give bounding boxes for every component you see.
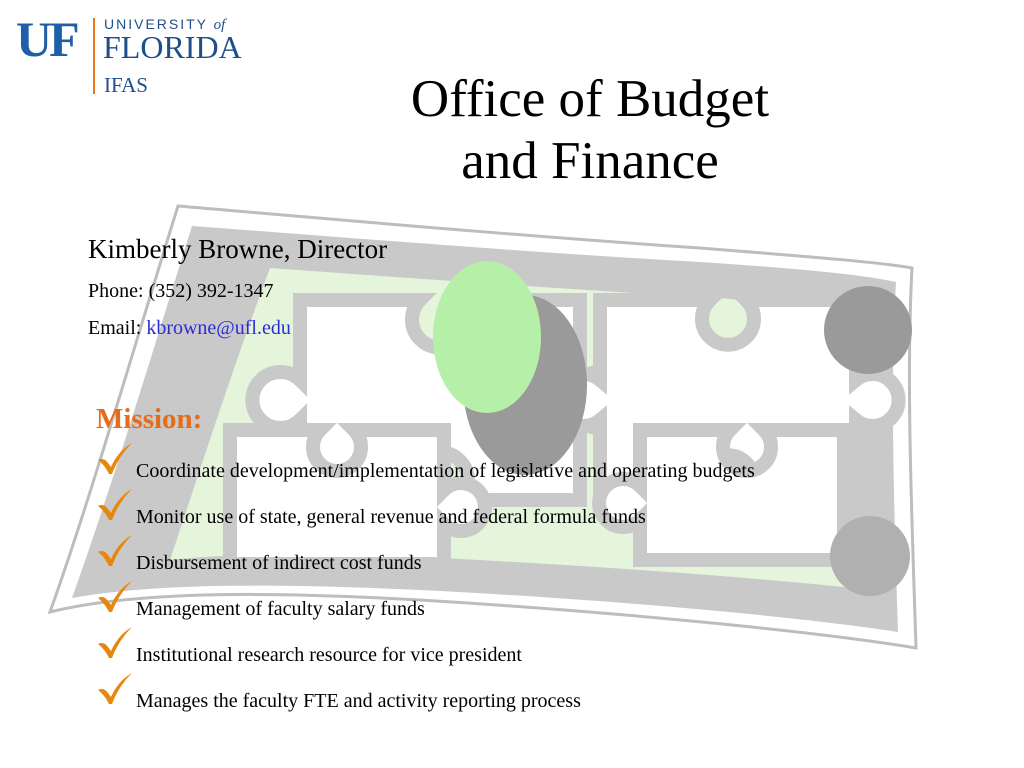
- bill-oval-green: [433, 261, 541, 413]
- uf-ifas-logo: [14, 11, 264, 98]
- bill-corner-circle-tr: [824, 286, 912, 374]
- phone-line: [88, 278, 274, 304]
- mission-item-text: Disbursement of indirect cost funds: [136, 552, 422, 574]
- checkmark-icon: [96, 442, 134, 476]
- checkmark-icon: [96, 580, 134, 614]
- phone-number: (352) 392-1347: [148, 280, 274, 302]
- logo-divider: [93, 18, 95, 94]
- checkmark-icon: [96, 626, 134, 660]
- mission-item: [96, 494, 996, 540]
- mission-item: [96, 540, 996, 586]
- logo-ifas-text: IFAS: [104, 73, 148, 97]
- mission-item: [96, 678, 996, 724]
- page-title: [310, 68, 870, 192]
- checkmark-icon: [96, 672, 134, 706]
- checkmark-icon: [96, 534, 134, 568]
- mission-item-text: Manages the faculty FTE and activity reporting process: [136, 690, 581, 712]
- logo-university-word: UNIVERSITY: [104, 16, 208, 32]
- mission-item-text: Coordinate development/implementation of legislative and operating budgets: [136, 460, 755, 482]
- email-line: [88, 315, 291, 341]
- logo-of-word: of: [213, 17, 226, 33]
- mission-item: [96, 448, 996, 494]
- mission-list: [96, 448, 996, 724]
- phone-label: Phone:: [88, 280, 144, 302]
- title-line-2: and Finance: [461, 132, 719, 190]
- mission-item-text: Institutional research resource for vice president: [136, 644, 522, 666]
- email-label: Email:: [88, 317, 142, 339]
- email-link[interactable]: kbrowne@ufl.edu: [146, 317, 291, 339]
- mission-item: [96, 586, 996, 632]
- mission-item-text: Monitor use of state, general revenue and federal formula funds: [136, 506, 646, 528]
- logo-florida-text: FLORIDA: [103, 29, 242, 65]
- mission-heading: Mission:: [96, 403, 203, 435]
- checkmark-icon: [96, 488, 134, 522]
- logo-uf-mark: UF: [16, 11, 77, 67]
- mission-item: [96, 632, 996, 678]
- title-line-1: Office of Budget: [410, 70, 770, 128]
- mission-item-text: Management of faculty salary funds: [136, 598, 425, 620]
- director-name: Kimberly Browne, Director: [88, 234, 388, 264]
